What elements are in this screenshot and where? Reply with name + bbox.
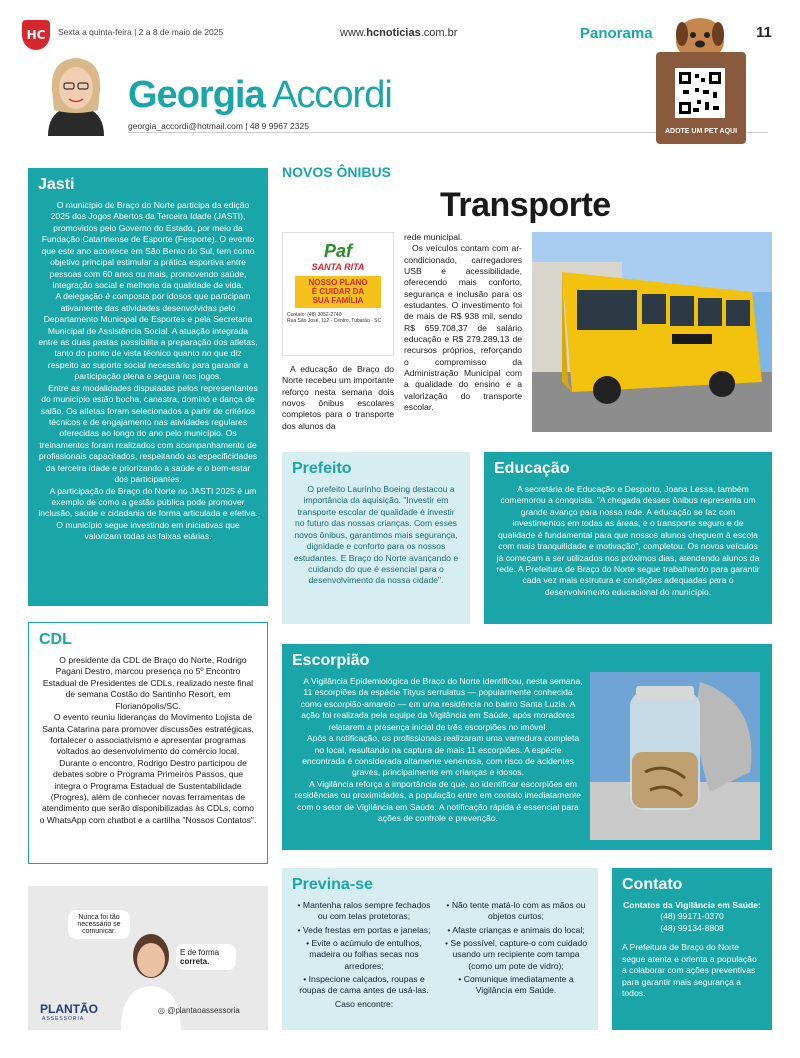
list-item: • Se possível, capture-o com cuidado usando um recipiente com tampa (como um pote de vidro); <box>444 938 587 971</box>
contato-title: Contato <box>622 876 683 893</box>
issue-date: Sexta a quinta-feira | 2 a 8 de maio de 2025 <box>58 27 224 37</box>
educacao-title: Educação <box>494 460 570 477</box>
prefeito-title: Prefeito <box>292 460 352 477</box>
article-kicker: NOVOS ÔNIBUS <box>282 164 391 180</box>
paf-brand: Paf <box>323 241 352 261</box>
previna-list-2 <box>444 900 588 1012</box>
paf-contact: Contato: (48) 3052-2740 <box>287 312 342 319</box>
columnist-photo <box>28 50 124 136</box>
jasti-title: Jasti <box>38 176 75 193</box>
hc-logo: HC <box>22 20 50 50</box>
prefeito-body: O prefeito Laurinho Boeing destacou a importância da aquisição. "Investir em transporte escolar de qualidade é investir no futuro das nossas crianças. Com esses novos ônibus, garantimos mais segurança, dignidade e conforto para os nossos estudantes. E Braço do Norte avançando e cuidando do que é essencial para o desenvolvimento da nossa cidade". <box>293 484 459 586</box>
contato-box <box>612 868 772 1030</box>
educacao-body: A secretária de Educação e Desporto, Joana Lessa, também comemorou a conquista. "A chegada desses ônibus representa um grande avanço para nossa rede. A educação se faz com investimentos em todas as áreas, e o transporte seguro e de qualidade é fundamental para que nossos alunos cheguem à escola com mais tranquilidade e motivação", completou. Os novos veículos já começam a ser utilizados nos próximos dias, atendendo alunos da rede. A Prefeitura de Braço do Norte segue trabalhando para garantir cada vez mais estrutura e condições adequadas para o desenvolvimento educacional do município. <box>496 484 760 597</box>
page-number: 11 <box>756 24 772 41</box>
article-column-1: A educação de Braço do Norte recebeu um importante reforço nesta semana dois novos ônibus escolares completos para o transporte dos alunos da <box>282 364 394 431</box>
article-column-2: rede municipal. Os veículos contam com ar-condicionado, carregadores USB e acessibilidade, oferecendo mais conforto, segurança e inclusão para os estudantes. O investimento foi de mais de R$ 938 mil, sendo R$ 659.708,37 de salário educação e R$ 279.289,13 de recursos próprios, reforçando o compromisso da Administração Municipal com a qualidade do ensino e a valorização do transporte escolar. <box>404 232 522 413</box>
list-item: • Não tente matá-lo com as mãos ou objetos curtos; <box>446 900 586 922</box>
ad-bubble-1: Nunca foi tão necessário se comunicar. <box>68 910 130 939</box>
list-item: • Mantenha ralos sempre fechados ou com telas protetoras; <box>297 900 431 922</box>
bus-photo <box>532 232 772 432</box>
list-item: • Vede frestas em portas e janelas; <box>297 924 431 935</box>
jasti-body: O município de Braço do Norte participa da edição 2025 dos Jogos Abertos da Terceira Idade (JASTI), promovidos pelo Governo do Estado, por meio da Fundação Catarinense de Esporte (Fesporte). O evento que este ano acontece em São Bento do Sul, tem como objetivo principal estimular a prática esportiva entre pessoas com 60 anos ou mais, promovendo saúde, integração social e melhoria da qualidade de vida. A delegação é composta por idosos que participam ativamente das atividades desenvolvidas pelo Departamento Municipal de Esportes e pela Secretaria Municipal de Assistência Social. A atuação integrada entre as duas pastas possibilita a preparação dos atletas, tanto do ponto de vista técnico quanto no que diz respeito ao suporte social necessário para garantir a participação plena e segura nos jogos. Entre as modalidades disputadas pelos representantes do município estão bocha, canastra, dominó e dança de salão. Os atletas foram selecionados a partir de critérios técnicos e de engajamento nas atividades regulares oferecidas ao longo do ano pelo município. Os treinamentos foram realizados com acompanhamento de profissionais capacitados, respeitando as especificidades da terceira idade e priorizando a saúde e o bem-estar dos participantes. A participação de Braço do Norte no JASTI 2025 é um exemplo de como a gestão pública pode promover inclusão, saúde e cidadania de forma articulada e efetiva. O município segue investindo em iniciativas que valorizam todas as faixas etárias. <box>38 200 258 542</box>
pet-ad-label: ADOTE UM PET AQUI <box>664 128 738 135</box>
cdl-body: O presidente da CDL de Braço do Norte, Rodrigo Pagani Destro, marcou presença no 5º Encontro Estadual de Presidentes de CDLs, realizado neste final de semana Costão do Santinho Resort, em Florianópolis/SC. O evento reuniu lideranças do Movimento Lojista de Santa Catarina para promover discussões estratégicas, fortalecer o associativismo e apresentar programas voltados ao desenvolvimento do comércio local. Durante o encontro, Rodrigo Destro participou de debates sobre o Programa Primeiros Passos, que integra o Programa Estadual de Sustentabilidade (Progres), além de conhecer novas ferramentas de atendimento que serão disponibilizadas às CDLs, como o WhatsApp com chatbot e a cartilha "Nossos Contatos". <box>39 655 257 825</box>
previna-title: Previna-se <box>292 876 373 893</box>
prefeito-box <box>282 452 470 624</box>
educacao-box <box>484 452 772 624</box>
cdl-box <box>28 622 268 864</box>
escorpiao-body: A Vigilância Epidemiológica de Braço do Norte identificou, nesta semana, 11 escorpiões da espécie Tityus serrulatus — popularmente conhecida como escorpião-amarelo — em uma residência no bairro Santa Luzia. A ação foi realizada pela equipe da Vigilância em Saúde, após moradores relatarem a presença inicial de três escorpiões no imóvel. Após a notificação, os profissionais realizaram uma varredura completa no local, resultando na captura de mais 11 escorpiões. A espécie encontrada é considerada altamente venenosa, com risco de acidentes graves, principalmente em crianças e idosos. A Vigilância reforça a importância de que, ao identificar escorpiões em residências ou proximidades, a população entre em contato imediatamente com o setor de Vigilância em Saúde. A notificação rápida é essencial para ações de controle e prevenção. <box>294 676 583 824</box>
list-item: • Afaste crianças e animais do local; <box>447 924 585 935</box>
contato-subtitle: Contatos da Vigilância em Saúde: <box>623 900 761 910</box>
previna-list-1 <box>292 900 436 1012</box>
jasti-box <box>28 168 268 606</box>
columnist-name: Georgia Accordi <box>128 74 392 116</box>
ad-brand: PLANTÃO <box>40 1002 98 1016</box>
list-item: Caso encontre: <box>334 998 394 1009</box>
ad-bubble-2: E de forma correta. <box>176 944 236 970</box>
paf-slogan: NOSSO PLANO É CUIDAR DA SUA FAMÍLIA <box>295 276 381 308</box>
section-name: Panorama <box>580 25 653 42</box>
paf-ad[interactable] <box>282 232 394 356</box>
columnist-contact: georgia_accordi@hotmail.com | 48 9 9967 2325 <box>128 121 309 131</box>
paf-address: Rua São José, 112 - Centro, Tubarão - SC <box>287 318 382 325</box>
contato-body <box>622 900 762 999</box>
list-item: • Inspecione calçados, roupas e roupas de cama antes de usá-las. <box>299 974 429 996</box>
contato-phone-2[interactable]: (48) 99134-8808 <box>660 922 724 933</box>
cdl-title: CDL <box>39 631 72 648</box>
ad-brand-sub: ASSESSORIA <box>42 1016 85 1022</box>
qr-code-icon[interactable] <box>675 68 725 118</box>
plantao-ad[interactable] <box>28 886 268 1030</box>
paf-brand-sub: SANTA RITA <box>311 262 365 272</box>
article-headline: Transporte <box>440 186 611 224</box>
ad-instagram-handle[interactable]: ◎ @plantaoassessoria <box>158 1006 240 1015</box>
escorpiao-title: Escorpião <box>292 652 370 669</box>
list-item: • Evite o acúmulo de entulhos, madeira ou folhas secas nos arredores; <box>306 938 422 971</box>
scorpion-jar-photo <box>590 672 760 840</box>
contato-text: A Prefeitura de Braço do Norte segue atenta e orienta a população a colaborar com ações preventivas para garantir mais segurança a todos. <box>622 942 757 998</box>
site-url[interactable]: www.hcnoticias.com.br <box>340 27 458 39</box>
previna-box <box>282 868 598 1030</box>
contato-phone-1[interactable]: (48) 99171-0370 <box>660 911 724 922</box>
list-item: • Comunique imediatamente a Vigilância em Saúde. <box>458 974 574 996</box>
